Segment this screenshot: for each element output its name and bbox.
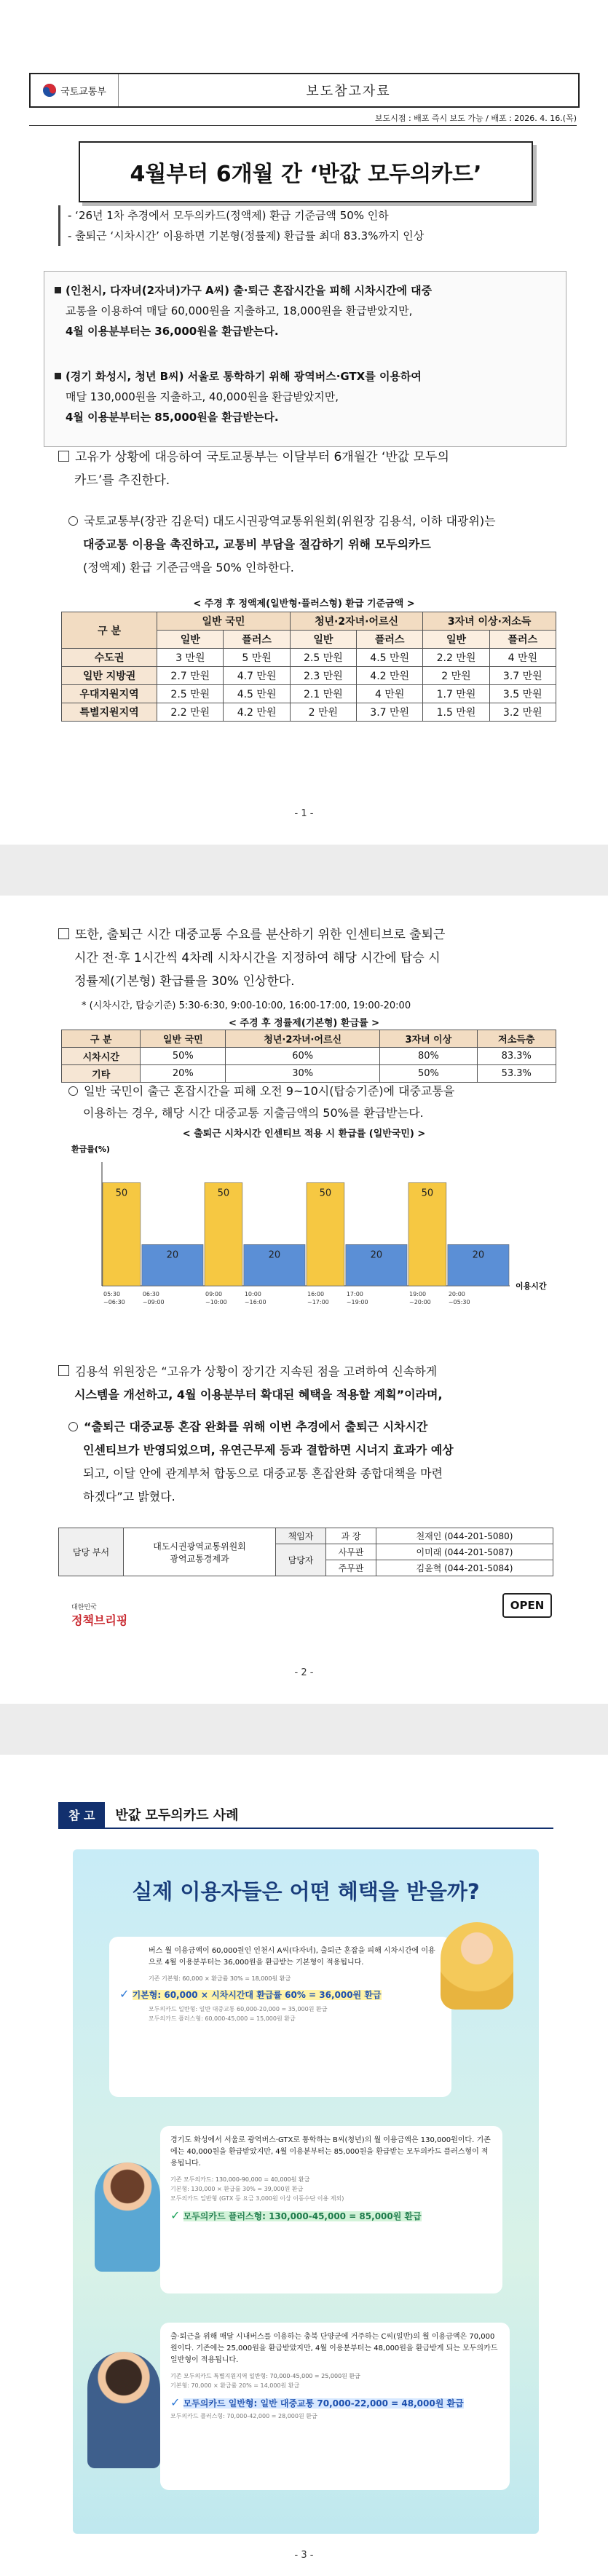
table-cell: 3.5 만원 [489,685,556,703]
row-label: 기타 [62,1065,141,1083]
check-icon: ✓ [119,1987,130,2001]
table-cell: 4.2 만원 [357,667,423,685]
title-box [79,141,533,202]
table-cell: 4.5 만원 [357,649,423,667]
para-line: 이용하는 경우, 해당 시간 대중교통 지출금액의 50%를 환급받는다. [83,1106,424,1120]
para-line: 시스템을 개선하고, 4월 이용분부터 확대된 혜택을 적용할 계획”이라며, [74,1388,443,1402]
y-axis-label: 환급률(%) [71,1145,110,1154]
x-tick-label: 19:00 [409,1291,427,1297]
para-6 [68,1415,571,1509]
bar-value-label: 20 [268,1249,281,1261]
reference-header [58,1801,553,1829]
case-detail: 모두의카드 일반형 (GTX 등 요금 3,000원 이상 이동수단 이용 제외) [170,2195,344,2202]
table-cell: 4.5 만원 [224,685,290,703]
x-tick-label: 10:00 [244,1291,261,1297]
person-title: 사무관 [326,1544,376,1560]
case-detail: 기존 모두의카드: 130,000-90,000 = 40,000원 환급 [170,2176,310,2183]
table1 [61,612,556,722]
person-contact: 천재인 (044-201-5080) [376,1528,553,1544]
para-2 [68,510,571,580]
dept-name: 광역교통경제과 [170,1553,229,1564]
row-label: 우대지원지역 [62,685,157,703]
table-cell: 2.7 만원 [157,667,224,685]
x-tick-label: 05:30 [103,1291,121,1297]
x-tick-label: 16:00 [307,1291,325,1297]
summary-line: - ‘26년 1차 추경에서 모두의카드(정액제) 환급 기준금액 50% 인하 [68,209,389,222]
table-cell: 1.7 만원 [423,685,489,703]
x-tick-label: ~17:00 [307,1299,329,1305]
table-row [62,1065,556,1083]
para-line: 시간 전·후 1시간씩 4차례 시차시간을 지정하여 해당 시간에 탑승 시 [74,951,441,965]
reference-tag: 참 고 [58,1802,105,1828]
person-c-avatar [87,2352,160,2468]
case-detail: 모두의카드 플러스형: 70,000-42,000 = 28,000원 환급 [170,2413,317,2419]
x-tick-label: ~20:00 [409,1299,431,1305]
summary-box [58,205,577,246]
table-cell: 3.7 만원 [357,703,423,722]
table-cell: 2.2 만원 [423,649,489,667]
table1-sub: 플러스 [224,631,290,649]
person-title: 과 장 [326,1528,376,1544]
infographic-headline: 실제 이용자들은 어떤 혜택을 받을까? [132,1879,480,1904]
table1-sub: 플러스 [357,631,423,649]
table-row [62,703,556,722]
bar-value-label: 50 [421,1188,434,1199]
table1-sub: 일반 [157,631,224,649]
para-1 [58,446,568,492]
table-row [62,649,556,667]
case-body: 버스 월 이용금액이 60,000원인 인천시 A씨(다자녀), 출퇴근 혼잡을 피해 시차시간에 이용으로 4월 이용분부터는 36,000원을 환급받는 기본형이 적용됩니다. [149,1947,435,1967]
table-cell: 5 만원 [224,649,290,667]
bar-value-label: 50 [319,1188,332,1199]
x-tick-label: ~05:30 [448,1299,470,1305]
person-contact: 김윤혁 (044-201-5084) [376,1560,553,1576]
table2-header: 청년·2자녀·어르신 [226,1030,380,1048]
case-body: 경기도 화성에서 서울로 광역버스·GTX로 통학하는 B씨(청년)의 월 이용금액은 130,000원이다. 기존에는 40,000원을 환급받았지만, 4월 이용분부터는 85,000원을 환급받는 모두의카드 플러스형이 적용됩니다. [170,2136,491,2168]
example-line: 교통을 이용하여 매달 60,000원을 지출하고, 18,000원을 환급받았지만, [66,304,413,317]
table2-header: 일반 국민 [141,1030,226,1048]
table1-group: 청년·2자녀·어르신 [290,612,423,631]
para-line: 되고, 이달 안에 관계부처 합동으로 대중교통 혼잡완화 종합대책을 마련 [83,1466,443,1480]
chart-title: < 출퇴근 시차시간 인센티브 적용 시 환급률 (일반국민) > [182,1129,426,1139]
x-tick-label: ~19:00 [346,1299,368,1305]
example-line: 매달 130,000원을 지출하고, 40,000원을 환급받았지만, [66,390,339,403]
example-line: (인천시, 다자녀(2자녀)가구 A씨) 출·퇴근 혼잡시간을 피해 시차시간에 대중 [66,284,433,297]
x-tick-label: 20:00 [448,1291,465,1297]
dept-name: 대도시권광역교통위원회 [153,1541,246,1552]
reference-title: 반값 모두의카드 사례 [115,1808,239,1823]
table-cell: 3.2 만원 [489,703,556,722]
para-5 [58,1360,568,1407]
case-result [119,1987,441,2001]
ministry-logo [31,74,119,106]
ministry-name: 국토교통부 [60,86,106,98]
case-detail: 기본형: 130,000 × 환급률 30% = 39,000원 환급 [170,2186,304,2192]
table1-group: 3자녀 이상·저소득 [423,612,556,631]
policy-briefing-logo [71,1602,127,1628]
person-title: 주무관 [326,1560,376,1576]
table-cell: 53.3% [477,1065,556,1083]
table-cell: 20% [141,1065,226,1083]
example-line: 4월 이용분부터는 85,000원을 환급받는다. [66,411,279,424]
para-line: 정률제(기본형) 환급률을 30% 인상한다. [74,974,295,989]
example-b [55,366,557,427]
table-cell: 80% [380,1048,477,1065]
table2-header: 저소득층 [477,1030,556,1048]
bar-value-label: 20 [370,1249,383,1261]
person-contact: 이미래 (044-201-5087) [376,1544,553,1560]
bar-value-label: 20 [166,1249,179,1261]
row-label: 특별지원지역 [62,703,157,722]
table-cell: 2 만원 [423,667,489,685]
example-a [55,280,557,341]
header-bar [29,73,580,108]
para-line: 인센티브가 반영되었으며, 유연근무제 등과 결합하면 시너지 효과가 예상 [83,1443,454,1457]
row-label: 시차시간 [62,1048,141,1065]
case-detail: 기본형: 70,000 × 환급률 20% = 14,000원 환급 [170,2382,300,2389]
page-number: - 3 - [294,2550,314,2561]
role-label: 책임자 [276,1528,326,1544]
check-icon: ✓ [170,2395,181,2409]
table1-sub: 플러스 [489,631,556,649]
x-tick-label: 17:00 [346,1291,363,1297]
table-row [62,685,556,703]
taegeuk-icon [42,83,57,98]
table2-header: 구 분 [62,1030,141,1048]
table1-corner: 구 분 [62,612,157,649]
table-cell: 30% [226,1065,380,1083]
page-number: - 1 - [294,808,314,819]
case-result-text: 모두의카드 일반형: 일반 대중교통 70,000-22,000 = 48,000원 환급 [183,2398,464,2409]
divider [29,125,577,126]
table-cell: 83.3% [477,1048,556,1065]
x-tick-label: ~16:00 [244,1299,267,1305]
row-label: 수도권 [62,649,157,667]
table-row [62,667,556,685]
x-tick-label: ~10:00 [205,1299,227,1305]
x-tick-label: ~09:00 [142,1299,165,1305]
x-tick-label: 09:00 [205,1291,223,1297]
doc-type: 보도참고자료 [306,84,391,99]
table1-sub: 일반 [423,631,489,649]
para-3 [58,923,568,993]
table-cell: 2.3 만원 [290,667,356,685]
summary-line: - 출퇴근 ‘시차시간’ 이용하면 기본형(정률제) 환급률 최대 83.3%까지 인상 [68,229,425,242]
table-cell: 50% [141,1048,226,1065]
table-cell: 4 만원 [489,649,556,667]
refund-rate-chart [66,1140,561,1322]
x-tick-label: ~06:30 [103,1299,125,1305]
bar-value-label: 50 [115,1188,128,1199]
bar-value-label: 50 [217,1188,230,1199]
case-result-text: 기본형: 60,000 × 시차시간대 환급률 60% = 36,000원 환급 [132,1990,382,2000]
table-cell: 2.5 만원 [157,685,224,703]
row-label: 일반 지방권 [62,667,157,685]
role-label: 담당자 [276,1544,326,1576]
table-cell: 2 만원 [290,703,356,722]
brand-small: 대한민국 [71,1604,97,1611]
open-label: OPEN [510,1599,545,1612]
contact-table [58,1528,553,1576]
page-number: - 2 - [294,1667,314,1678]
case-result [170,2395,500,2409]
table-row [62,1048,556,1065]
examples-box [44,271,566,447]
table-cell: 60% [226,1048,380,1065]
example-line: 4월 이용분부터는 36,000원을 환급받는다. [66,325,279,338]
case-card [160,2126,502,2293]
table-cell: 3.7 만원 [489,667,556,685]
table-cell: 3 만원 [157,649,224,667]
infographic [73,1849,539,2534]
brand-big: 정책브리핑 [71,1613,128,1627]
case-result [170,2208,492,2222]
page-gap [0,1704,608,1755]
para-line: 국토교통부(장관 김윤덕) 대도시권광역교통위원회(위원장 김용석, 이하 대광위)는 [84,514,496,528]
table1-caption: < 주경 후 정액제(일반형·플러스형) 환급 기준금액 > [193,598,415,609]
x-axis-label: 이용시간 [516,1281,547,1291]
para-line: 대중교통 이용을 촉진하고, 교통비 부담을 절감하기 위해 모두의카드 [83,537,431,551]
case-detail: 모두의카드 일반형: 일반 대중교통 60,000-20,000 = 35,000원 환급 [149,2006,328,2012]
para-line: 일반 국민이 출근 혼잡시간을 피해 오전 9~10시(탑승기준)에 대중교통을 [84,1084,455,1098]
para-line: 고유가 상황에 대응하여 국토교통부는 이달부터 6개월간 ‘반값 모두의 [75,450,449,465]
table-cell: 4.7 만원 [224,667,290,685]
para-line: 카드’를 추진한다. [74,473,170,488]
case-body: 출·퇴근을 위해 매달 시내버스를 이용하는 충북 단양군에 거주하는 C씨(일반)의 월 이용금액은 70,000원이다. 기존에는 25,000원을 환급받았지만, 4월 이용분부터는 48,000원을 환급받게 되는 모두의카드 일반형이 적용됩니다. [170,2333,498,2364]
table-cell: 4.2 만원 [224,703,290,722]
case-result-text: 모두의카드 플러스형: 130,000-45,000 = 85,000원 환급 [183,2211,422,2221]
case-detail: 모두의카드 플러스형: 60,000-45,000 = 15,000원 환급 [149,2015,296,2022]
para-line: 하겠다”고 밝혔다. [83,1490,175,1504]
para-line: (정액제) 환급 기준금액을 50% 인하한다. [83,561,294,574]
table-cell: 50% [380,1065,477,1083]
check-icon: ✓ [170,2208,181,2222]
dept-label: 담당 부서 [59,1528,124,1576]
para-line: 김용석 위원장은 “고유가 상황이 장기간 지속된 점을 고려하여 신속하게 [75,1364,438,1378]
table1-group: 일반 국민 [157,612,291,631]
table-cell: 2.5 만원 [290,649,356,667]
person-b-avatar [95,2162,160,2272]
table-cell: 4 만원 [357,685,423,703]
person-a-avatar [441,1922,513,2010]
table-cell: 2.2 만원 [157,703,224,722]
para-line: 또한, 출퇴근 시간 대중교통 수요를 분산하기 위한 인센티브로 출퇴근 [75,928,446,942]
table2 [61,1030,556,1083]
x-tick-label: 06:30 [142,1291,159,1297]
para-line: “출퇴근 대중교통 혼잡 완화를 위해 이번 추경에서 출퇴근 시차시간 [84,1420,428,1434]
embargo-line: 보도시점 : 배포 즉시 보도 가능 / 배포 : 2026. 4. 16.(목) [374,114,577,123]
case-detail: 기존 모두의카드 특별지원지역 일반형: 70,000-45,000 = 25,000원 환급 [170,2373,360,2379]
table1-sub: 일반 [290,631,356,649]
example-line: (경기 화성시, 청년 B씨) 서울로 통학하기 위해 광역버스·GTX를 이용하여 [66,370,422,383]
case-card [160,2323,510,2490]
case-detail: 기존 기본형: 60,000 × 환급률 30% = 18,000원 환급 [149,1975,291,1982]
page-gap [0,845,608,896]
open-badge [502,1593,552,1618]
table-cell: 2.1 만원 [290,685,356,703]
table2-caption: < 주경 후 정률제(기본형) 환급률 > [229,1018,379,1029]
page-title: 4월부터 6개월 간 ‘반값 모두의카드’ [130,162,482,187]
table-cell: 1.5 만원 [423,703,489,722]
bar-value-label: 20 [472,1249,485,1261]
table2-header: 3자녀 이상 [380,1030,477,1048]
para-4 [68,1080,571,1124]
time-note: * (시차시간, 탑승기준) 5:30-6:30, 9:00-10:00, 16:00-17:00, 19:00-20:00 [82,1000,411,1011]
case-card [109,1937,451,2097]
